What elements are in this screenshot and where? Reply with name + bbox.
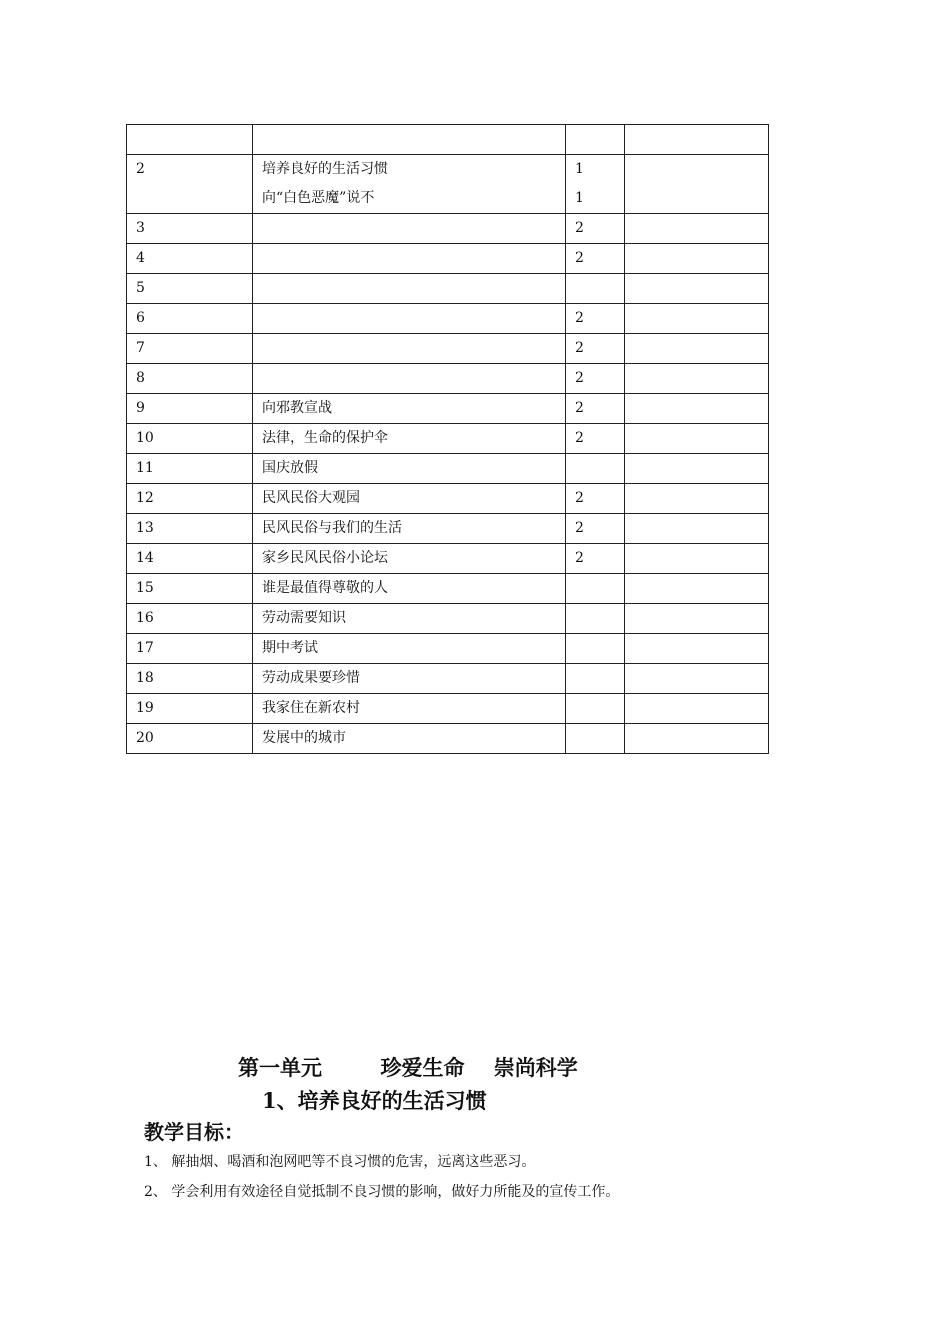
week-cell: 5 [127, 274, 253, 304]
week-cell: 19 [127, 694, 253, 724]
topic-cell [253, 364, 566, 394]
hours-cell [566, 574, 625, 604]
note-cell [625, 364, 769, 394]
topic-line: 发展中的城市 [262, 730, 346, 746]
topic-cell [253, 214, 566, 244]
note-cell [625, 514, 769, 544]
week-cell: 15 [127, 574, 253, 604]
topic-line: 我家住在新农村 [262, 700, 360, 716]
table-row [127, 514, 769, 544]
hours-cell [566, 364, 625, 394]
topic-cell [253, 514, 566, 544]
topic-cell [253, 334, 566, 364]
table-row [127, 664, 769, 694]
topic-line: 国庆放假 [262, 460, 318, 476]
topic-line: 劳动成果要珍惜 [262, 670, 360, 686]
week-cell: 12 [127, 484, 253, 514]
note-cell [625, 304, 769, 334]
note-cell [625, 484, 769, 514]
hours-cell [566, 334, 625, 364]
table-row [127, 724, 769, 754]
hours-cell [566, 544, 625, 574]
table-row [127, 604, 769, 634]
hours-cell [566, 394, 625, 424]
topic-cell [253, 664, 566, 694]
hours-line: 1 [575, 161, 584, 177]
hours-cell [566, 304, 625, 334]
week-cell: 20 [127, 724, 253, 754]
topic-cell [253, 155, 566, 214]
topic-line: 培养良好的生活习惯 [262, 161, 388, 177]
hours-line: 2 [575, 220, 584, 236]
week-cell: 8 [127, 364, 253, 394]
topic-cell [253, 724, 566, 754]
topic-line: 谁是最值得尊敬的人 [262, 580, 388, 596]
note-cell [625, 694, 769, 724]
week-cell: 9 [127, 394, 253, 424]
table-row [127, 454, 769, 484]
week-cell: 6 [127, 304, 253, 334]
table-header-row [127, 125, 769, 155]
schedule-table [126, 124, 769, 754]
header-cell [253, 125, 566, 155]
unit-title: 第一单元 珍爱生命 崇尚科学 [238, 1055, 578, 1080]
hours-cell [566, 664, 625, 694]
week-cell: 18 [127, 664, 253, 694]
hours-cell [566, 514, 625, 544]
table-row [127, 694, 769, 724]
table-row [127, 214, 769, 244]
topic-line: 民风民俗与我们的生活 [262, 520, 402, 536]
topic-line: 劳动需要知识 [262, 610, 346, 626]
table-row [127, 634, 769, 664]
topic-cell [253, 424, 566, 454]
goals-heading: 教学目标： [144, 1120, 244, 1144]
week-cell: 7 [127, 334, 253, 364]
hours-cell [566, 484, 625, 514]
note-cell [625, 334, 769, 364]
note-cell [625, 244, 769, 274]
note-cell [625, 424, 769, 454]
hours-cell [566, 634, 625, 664]
hours-line: 2 [575, 370, 584, 386]
note-cell [625, 604, 769, 634]
week-cell: 17 [127, 634, 253, 664]
week-cell: 2 [127, 155, 253, 214]
topic-line: 家乡民风民俗小论坛 [262, 550, 388, 566]
topic-cell [253, 574, 566, 604]
note-cell [625, 574, 769, 604]
note-cell [625, 274, 769, 304]
note-cell [625, 544, 769, 574]
table-row [127, 244, 769, 274]
hours-line: 1 [575, 190, 584, 206]
header-cell [127, 125, 253, 155]
hours-cell [566, 274, 625, 304]
hours-cell [566, 424, 625, 454]
note-cell [625, 724, 769, 754]
topic-line: 法律，生命的保护伞 [262, 430, 388, 446]
hours-line: 2 [575, 430, 584, 446]
lesson-title: 1、培养良好的生活习惯 [262, 1088, 487, 1113]
table-row [127, 364, 769, 394]
hours-line: 2 [575, 310, 584, 326]
week-cell: 14 [127, 544, 253, 574]
week-cell: 3 [127, 214, 253, 244]
hours-line: 2 [575, 340, 584, 356]
table-row [127, 334, 769, 364]
note-cell [625, 214, 769, 244]
table-row [127, 394, 769, 424]
hours-line: 2 [575, 400, 584, 416]
hours-cell [566, 724, 625, 754]
topic-cell [253, 694, 566, 724]
topic-line: 期中考试 [262, 640, 318, 656]
table-row [127, 155, 769, 214]
topic-cell [253, 274, 566, 304]
topic-cell [253, 634, 566, 664]
note-cell [625, 634, 769, 664]
hours-line: 2 [575, 250, 584, 266]
topic-cell [253, 604, 566, 634]
topic-cell [253, 544, 566, 574]
topic-cell [253, 394, 566, 424]
week-cell: 13 [127, 514, 253, 544]
note-cell [625, 664, 769, 694]
note-cell [625, 394, 769, 424]
topic-cell [253, 244, 566, 274]
hours-cell [566, 214, 625, 244]
note-cell [625, 454, 769, 484]
topic-cell [253, 484, 566, 514]
hours-line: 2 [575, 550, 584, 566]
header-cell [625, 125, 769, 155]
hours-cell [566, 604, 625, 634]
table-row [127, 304, 769, 334]
hours-line: 2 [575, 490, 584, 506]
topic-line: 向“白色恶魔”说不 [262, 190, 375, 206]
hours-cell [566, 155, 625, 214]
hours-line: 2 [575, 520, 584, 536]
week-cell: 4 [127, 244, 253, 274]
topic-line: 民风民俗大观园 [262, 490, 360, 506]
header-cell [566, 125, 625, 155]
goal-item: 2、 学会利用有效途径自觉抵制不良习惯的影响，做好力所能及的宣传工作。 [144, 1184, 620, 1200]
topic-line: 向邪教宣战 [262, 400, 332, 416]
table-row [127, 484, 769, 514]
note-cell [625, 155, 769, 214]
topic-cell [253, 454, 566, 484]
week-cell: 10 [127, 424, 253, 454]
week-cell: 16 [127, 604, 253, 634]
hours-cell [566, 244, 625, 274]
table-row [127, 544, 769, 574]
table-row [127, 574, 769, 604]
hours-cell [566, 454, 625, 484]
table-row [127, 274, 769, 304]
schedule-body [127, 125, 769, 754]
hours-cell [566, 694, 625, 724]
goal-item: 1、 解抽烟、喝酒和泡网吧等不良习惯的危害，远离这些恶习。 [144, 1154, 536, 1170]
topic-cell [253, 304, 566, 334]
week-cell: 11 [127, 454, 253, 484]
table-row [127, 424, 769, 454]
